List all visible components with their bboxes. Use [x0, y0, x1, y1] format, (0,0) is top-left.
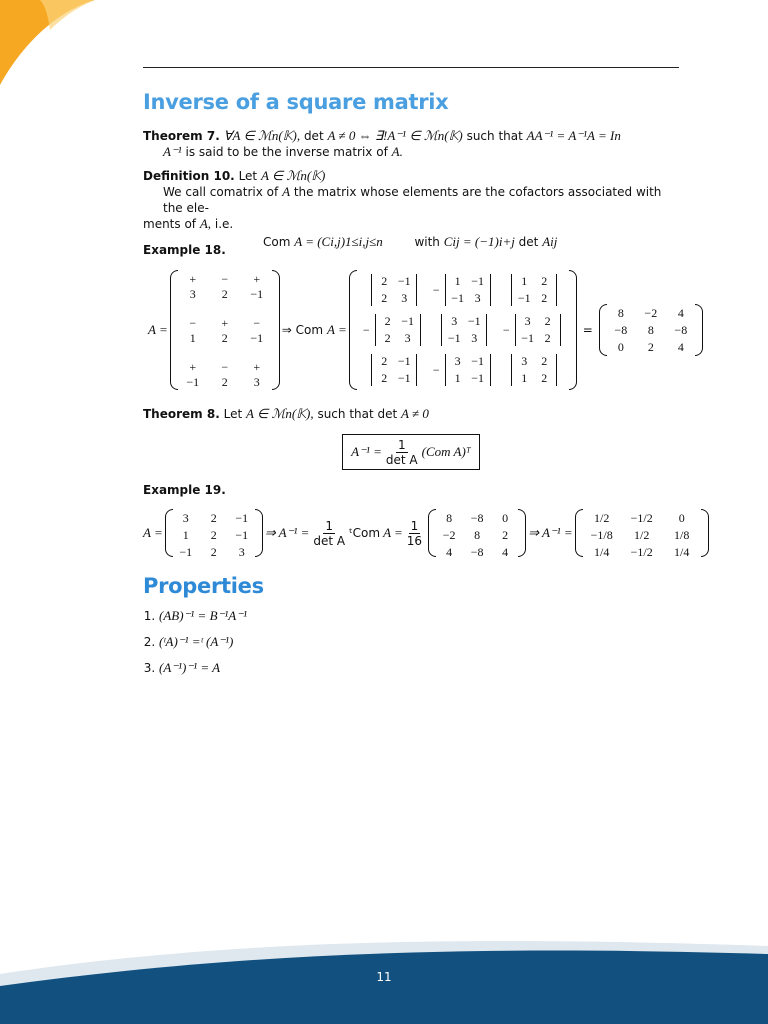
ex19-a-cell-1-0: 1	[182, 528, 189, 542]
boxed-den: det A	[385, 452, 418, 467]
ex19-a-cell-0-1: 2	[210, 511, 217, 525]
ex19-a-cell-1-2: −1	[235, 528, 249, 542]
ex19-a-cell-2-2: 3	[238, 545, 245, 559]
ex18-cofactor-6-cell-0-0: 2	[381, 354, 388, 368]
theorem-8-math2: A ≠ 0	[401, 406, 429, 421]
ex18-cofactor-3	[361, 314, 425, 346]
property-1-text: (AB)⁻¹ = B⁻¹A⁻¹	[159, 608, 247, 623]
ex18-cofactor-4-cell-0-0: 3	[451, 314, 458, 328]
property-item-3	[159, 660, 247, 676]
definition-10-para-a: We call comatrix of	[163, 185, 279, 199]
ex18-a-1-0: 1	[189, 331, 196, 345]
ex18-result-cell-0-1: −2	[644, 306, 658, 320]
ex18-cofactor-matrix	[349, 270, 577, 390]
ex18-cofactor-7-cell-0-0: 3	[454, 354, 461, 368]
ex19-f2-den: 16	[406, 533, 423, 548]
theorem-8	[143, 406, 683, 422]
ex19-m-cell-0-0: 8	[446, 511, 453, 525]
ex18-a-2-1: 2	[221, 375, 228, 389]
ex18-cofactor-0	[361, 274, 425, 306]
definition-10-label: Definition 10.	[143, 169, 235, 183]
ex18-cofactor-3-cell-1-0: 2	[384, 331, 391, 345]
ex19-m-matrix	[428, 509, 526, 557]
ex19-a-cell-1-1: 2	[210, 528, 217, 542]
ex19-a-cell-2-0: −1	[179, 545, 193, 559]
ex19-a-cell-0-0: 3	[182, 511, 189, 525]
ex18-cofactor-1-cell-0-0: 1	[454, 274, 461, 288]
ex18-result-matrix	[599, 304, 703, 356]
boxed-rhs: (Com A)ᵀ	[421, 444, 471, 459]
ex18-cofactor-5-cell-0-0: 3	[524, 314, 531, 328]
ex18-sign-1-0: −	[189, 316, 197, 330]
ex18-cofactor-7-cell-1-0: 1	[454, 371, 461, 385]
ex18-cofactor-1-cell-1-0: −1	[451, 291, 465, 305]
ex19-inv-cell-0-2: 0	[678, 511, 685, 525]
ex19-inv-cell-1-2: 1/8	[674, 528, 690, 542]
definition-10	[143, 168, 683, 250]
theorem-8-boxed-formula	[342, 434, 480, 470]
ex19-a-matrix	[165, 509, 263, 557]
ex18-cofactor-5	[501, 314, 565, 346]
ex18-cofactor-2-cell-1-1: 2	[541, 291, 548, 305]
ex18-cofactor-5-cell-1-1: 2	[544, 331, 551, 345]
ex18-result-cell-1-2: −8	[674, 323, 688, 337]
ex18-sign-2-2: +	[253, 360, 261, 374]
ex18-cofactor-0-cell-0-0: 2	[381, 274, 388, 288]
ex19-m-cell-2-1: −8	[470, 545, 484, 559]
formula-with: with	[414, 235, 440, 249]
ex18-a-0-2: −1	[250, 287, 264, 301]
formula-aij: Aij	[542, 234, 558, 249]
ex18-sign-matrix	[170, 270, 280, 390]
theorem-7-said: is said to be the inverse matrix of	[185, 145, 388, 159]
ex18-result-cell-2-2: 4	[677, 340, 684, 354]
ex18-cofactor-8-cell-1-0: 1	[521, 371, 528, 385]
ex19-m-cell-0-2: 0	[502, 511, 509, 525]
ex19-inv-cell-1-0: −1/8	[590, 528, 613, 542]
ex18-cofactor-2-cell-0-1: 2	[541, 274, 548, 288]
ex18-cofactor-4-cell-0-1: −1	[467, 314, 481, 328]
ex18-cofactor-sign-7: −	[432, 362, 440, 377]
ex18-cofactor-2-cell-1-0: −1	[517, 291, 531, 305]
ex18-result-cell-2-1: 2	[647, 340, 654, 354]
ex19-inv-matrix	[575, 509, 709, 557]
theorem-7-det: det	[303, 129, 324, 143]
ex19-f1-num: 1	[325, 518, 334, 533]
ex18-a-1-2: −1	[250, 331, 264, 345]
example-19-label: Example 19.	[143, 483, 226, 497]
theorem-7-math2: A ≠ 0 ⇔ ∃!A⁻¹ ∈ ℳn(𝕂)	[327, 128, 463, 143]
ex18-cofactor-sign-3: −	[362, 322, 370, 337]
page-number: 11	[376, 970, 392, 984]
theorem-7	[143, 128, 683, 160]
property-2-text: (ᵗA)⁻¹ =ᵗ (A⁻¹)	[159, 634, 234, 649]
example-19-label-wrap	[143, 482, 683, 498]
definition-10-para-e: A,	[199, 216, 212, 231]
ex18-cofactor-6-cell-0-1: −1	[397, 354, 411, 368]
ex18-cofactor-8-cell-0-1: 2	[541, 354, 548, 368]
property-item-2	[159, 634, 247, 650]
ex18-cofactor-0-cell-1-1: 3	[401, 291, 408, 305]
ex18-cofactor-2-cell-0-0: 1	[521, 274, 528, 288]
ex18-cofactor-7-cell-0-1: −1	[471, 354, 485, 368]
ex19-m-cell-1-2: 2	[502, 528, 509, 542]
formula-com: Com	[263, 235, 291, 249]
ex18-cofactor-3-cell-0-0: 2	[384, 314, 391, 328]
theorem-7-math1: ∀A ∈ ℳn(𝕂),	[223, 128, 301, 143]
theorem-7-label: Theorem 7.	[143, 129, 220, 143]
ex18-cofactor-8-cell-0-0: 3	[521, 354, 528, 368]
ex18-cofactor-0-cell-0-1: −1	[397, 274, 411, 288]
theorem-8-math1: A ∈ ℳn(𝕂),	[245, 406, 314, 421]
ex18-a-0-0: 3	[189, 287, 196, 301]
ex18-cofactor-5-cell-1-0: −1	[521, 331, 535, 345]
section-title-properties: Properties	[143, 574, 264, 598]
definition-10-let: Let	[238, 169, 258, 183]
formula-det: det	[518, 235, 539, 249]
ex18-cofactor-6-cell-1-1: −1	[397, 371, 411, 385]
ex19-f1-den: det A	[313, 533, 346, 548]
ex18-cofactor-4	[431, 314, 495, 346]
ex18-result-cell-0-0: 8	[617, 306, 624, 320]
ex19-m-cell-2-0: 4	[446, 545, 453, 559]
ex18-cofactor-8-cell-1-1: 2	[541, 371, 548, 385]
ex18-result-cell-2-0: 0	[617, 340, 624, 354]
theorem-8-suchthat: such that det	[317, 407, 398, 421]
section-title-inverse: Inverse of a square matrix	[143, 90, 449, 114]
definition-10-para-b: A	[282, 184, 291, 199]
ex18-cofactor-7-cell-1-1: −1	[471, 371, 485, 385]
ex18-sign-1-2: −	[253, 316, 261, 330]
ex18-cofactor-sign-5: −	[502, 322, 510, 337]
definition-10-para-f: i.e.	[214, 217, 234, 231]
example-18-equation	[148, 268, 705, 392]
example-18-label-wrap	[143, 242, 683, 258]
ex18-cofactor-1	[431, 274, 495, 306]
ex18-a-2-2: 3	[253, 375, 260, 389]
ex19-f2-num: 1	[410, 518, 419, 533]
theorem-7-a: A.	[391, 144, 403, 159]
ex18-cofactor-3-cell-1-1: 3	[404, 331, 411, 345]
boxed-num: 1	[397, 437, 406, 452]
ex18-cofactor-7	[431, 354, 495, 386]
ex18-cofactor-6-cell-1-0: 2	[381, 371, 388, 385]
definition-10-math: A ∈ ℳn(𝕂)	[260, 168, 326, 183]
ex18-a-0-1: 2	[221, 287, 228, 301]
theorem-7-suchthat: such that	[466, 129, 523, 143]
properties-list	[143, 608, 247, 686]
ex19-a-eq: A =	[143, 525, 163, 540]
ex18-a-eq: A =	[148, 322, 168, 337]
theorem-8-label: Theorem 8.	[143, 407, 220, 421]
ex18-cofactor-4-cell-1-0: −1	[447, 331, 461, 345]
ex19-inv-cell-0-0: 1/2	[594, 511, 610, 525]
property-item-1	[159, 608, 247, 624]
formula-com-def: A = (Ci,j)1≤i,j≤n	[294, 234, 383, 249]
ex18-a-2-0: −1	[186, 375, 200, 389]
ex18-sign-0-0: +	[189, 272, 197, 286]
ex18-sign-0-2: +	[253, 272, 261, 286]
ex18-equals: =	[582, 323, 593, 337]
ex18-cofactor-5-cell-0-1: 2	[544, 314, 551, 328]
ex19-a-eq2: A =	[383, 525, 403, 540]
theorem-7-math3: AA⁻¹ = A⁻¹A = In	[526, 128, 621, 143]
ex19-tcom: ᵗCom	[349, 526, 381, 540]
ex18-cofactor-6	[361, 354, 425, 386]
theorem-8-let: Let	[223, 407, 243, 421]
definition-10-para-c: the matrix whose elements are the cofactors associated with the ele-	[163, 185, 662, 215]
ex18-sign-2-0: +	[189, 360, 197, 374]
ex18-result-cell-1-1: 8	[647, 323, 654, 337]
ex18-sign-2-1: −	[221, 360, 229, 374]
ex19-a-cell-2-1: 2	[210, 545, 217, 559]
ex18-implies: ⇒ Com	[281, 323, 324, 337]
ex18-result-cell-1-0: −8	[614, 323, 628, 337]
ex18-cofactor-3-cell-0-1: −1	[401, 314, 415, 328]
ex18-a-eq2: A =	[327, 322, 347, 337]
ex18-cofactor-sign-1: −	[432, 282, 440, 297]
property-3-text: (A⁻¹)⁻¹ = A	[159, 660, 221, 675]
ex19-inv-cell-0-1: −1/2	[630, 511, 653, 525]
ex18-cofactor-1-cell-1-1: 3	[474, 291, 481, 305]
ex18-sign-1-1: +	[221, 316, 229, 330]
ex19-inv-cell-2-1: −1/2	[630, 545, 653, 559]
ex19-inv-cell-1-1: 1/2	[634, 528, 650, 542]
ex18-cofactor-2	[501, 274, 565, 306]
ex19-m-cell-2-2: 4	[502, 545, 509, 559]
ex18-cofactor-0-cell-1-0: 2	[381, 291, 388, 305]
ex18-cofactor-1-cell-0-1: −1	[471, 274, 485, 288]
theorem-7-ainv: A⁻¹	[163, 144, 182, 159]
ex18-result-cell-0-2: 4	[677, 306, 684, 320]
ex19-inv-cell-2-2: 1/4	[674, 545, 690, 559]
corner-decoration	[0, 0, 110, 90]
formula-cij: Cij = (−1)i+j	[443, 234, 515, 249]
ex18-a-1-1: 2	[221, 331, 228, 345]
ex19-m-cell-0-1: −8	[470, 511, 484, 525]
ex19-m-cell-1-1: 8	[474, 528, 481, 542]
ex19-inv-cell-2-0: 1/4	[594, 545, 610, 559]
header-rule	[143, 67, 679, 68]
ex19-a-cell-0-2: −1	[235, 511, 249, 525]
ex18-cofactor-4-cell-1-1: 3	[471, 331, 478, 345]
ex18-sign-0-1: −	[221, 272, 229, 286]
ex19-step1: ⇒ A⁻¹ =	[264, 525, 310, 540]
ex19-m-cell-1-0: −2	[442, 528, 456, 542]
definition-10-para-d: ments of	[143, 217, 197, 231]
boxed-lhs: A⁻¹ =	[351, 444, 382, 459]
example-18-label: Example 18.	[143, 243, 226, 257]
ex19-step2: ⇒ A⁻¹ =	[528, 525, 573, 540]
ex18-cofactor-8	[501, 354, 565, 386]
example-19-equation	[143, 508, 711, 558]
